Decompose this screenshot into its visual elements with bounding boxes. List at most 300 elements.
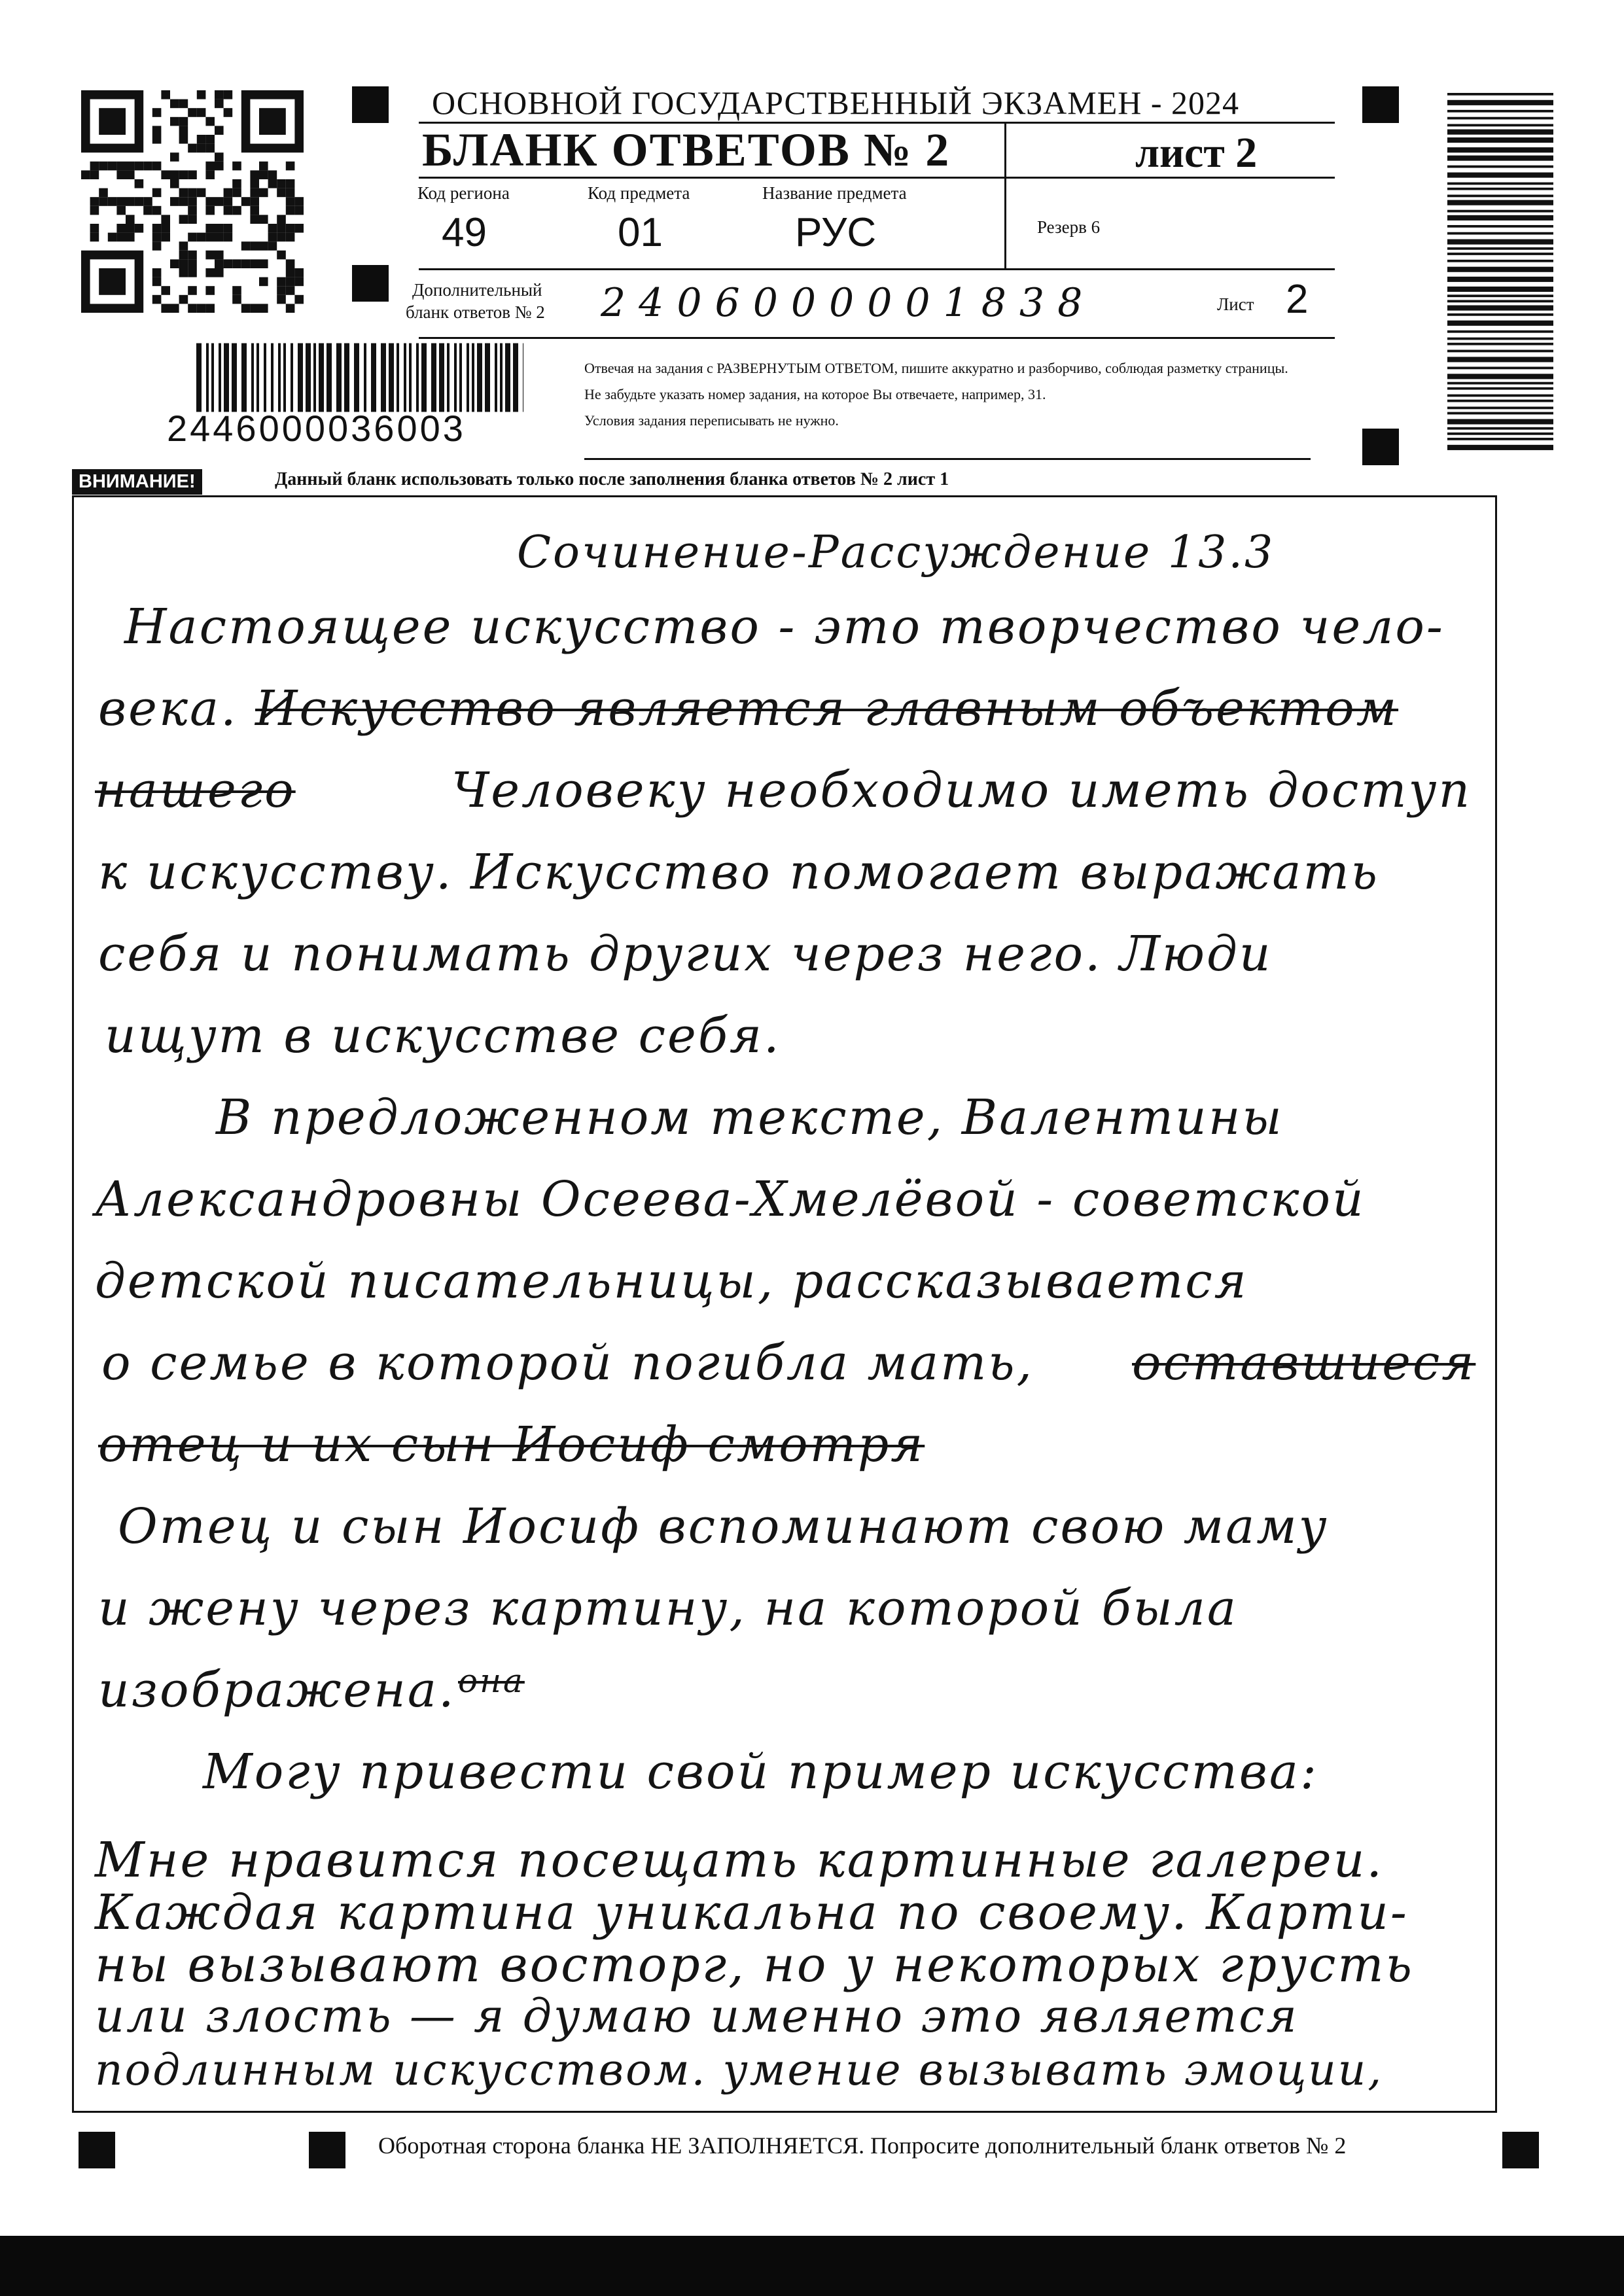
qr-module <box>224 224 233 233</box>
qr-module <box>135 224 144 233</box>
qr-module <box>205 170 215 179</box>
barcode-bar <box>467 344 469 412</box>
barcode-bar <box>211 344 214 412</box>
qr-module <box>250 179 259 188</box>
struck-text: она <box>458 1662 525 1700</box>
qr-module <box>161 90 170 99</box>
qr-module <box>152 188 162 198</box>
additional-number: 2406000001838 <box>601 280 1096 326</box>
qr-module <box>294 224 304 233</box>
qr-module <box>197 304 206 313</box>
qr-module <box>250 188 259 198</box>
barcode <box>196 343 523 412</box>
barcode-bar <box>371 344 376 412</box>
answer-line: Александровны Осеева-Хмелёвой - советской <box>95 1171 1366 1227</box>
barcode-bar <box>1447 427 1553 430</box>
qr-module <box>179 117 188 126</box>
list-label: Лист <box>1217 294 1254 314</box>
alignment-mark <box>1362 429 1399 465</box>
qr-module <box>143 197 152 206</box>
qr-module <box>126 170 135 179</box>
qr-module <box>259 241 268 251</box>
qr-module <box>259 277 268 287</box>
qr-module <box>126 162 135 171</box>
qr-module <box>286 259 295 268</box>
barcode-bar <box>1447 110 1553 113</box>
qr-module <box>179 99 188 109</box>
qr-module <box>90 206 99 215</box>
qr-module <box>170 170 179 179</box>
qr-module <box>188 259 197 268</box>
qr-module <box>197 188 206 198</box>
qr-module <box>188 233 197 242</box>
qr-module <box>277 286 286 295</box>
answer-line: о семье в которой погибла мать, <box>101 1335 1034 1391</box>
barcode-bar <box>1447 330 1553 333</box>
qr-module <box>179 170 188 179</box>
barcode-bar <box>431 344 436 412</box>
qr-module <box>224 197 233 206</box>
qr-module <box>116 197 126 206</box>
qr-module <box>286 188 295 198</box>
subject-code-value: 01 <box>618 210 663 255</box>
qr-module <box>197 144 206 153</box>
qr-module <box>152 268 162 277</box>
barcode-bar <box>1447 306 1553 311</box>
additional-label-2: бланк ответов № 2 <box>406 302 545 322</box>
qr-module <box>232 162 241 171</box>
subject-name-value: РУС <box>795 210 877 255</box>
barcode-bar <box>1447 253 1553 255</box>
barcode-bar <box>219 344 221 412</box>
qr-module <box>126 224 135 233</box>
qr-module <box>224 108 233 117</box>
answer-line: подлинным искусством. умение вызывать эмоции, <box>95 2045 1384 2095</box>
region-label: Код региона <box>417 183 510 203</box>
barcode-bar <box>1447 419 1553 424</box>
qr-module <box>286 197 295 206</box>
barcode-bar <box>1447 173 1553 178</box>
warning-text: Данный бланк использовать только после заполнения бланка ответов № 2 лист 1 <box>275 469 949 489</box>
barcode-bar <box>1447 438 1553 440</box>
qr-module <box>215 162 224 171</box>
qr-module <box>259 259 268 268</box>
barcode-bar <box>421 344 427 412</box>
barcode-bar <box>397 344 399 412</box>
barcode-bar <box>1447 367 1553 370</box>
qr-module <box>286 206 295 215</box>
qr-module <box>250 215 259 224</box>
qr-module <box>179 259 188 268</box>
barcode-number: 2446000036003 <box>167 408 466 449</box>
barcode-bar <box>196 344 202 412</box>
qr-module <box>205 224 215 233</box>
additional-label-1: Дополнительный <box>412 280 542 300</box>
qr-module <box>205 144 215 153</box>
answer-line: ищут в искусстве себя. <box>105 1008 781 1064</box>
qr-module <box>116 224 126 233</box>
qr-module <box>259 162 268 171</box>
rule <box>419 268 1335 270</box>
struck-text: оставшиеся <box>1132 1335 1476 1391</box>
barcode-bar <box>232 344 237 412</box>
qr-module <box>241 241 251 251</box>
qr-module <box>126 233 135 242</box>
qr-module <box>90 197 99 206</box>
warning-badge: ВНИМАНИЕ! <box>72 469 202 495</box>
qr-module <box>294 295 304 304</box>
barcode-bar <box>1447 433 1553 435</box>
barcode-bar <box>327 344 332 412</box>
sheet-label: лист 2 <box>1135 129 1258 177</box>
qr-module <box>250 259 259 268</box>
barcode-bar <box>278 344 281 412</box>
answer-line: Каждая картина уникальна по своему. Карти- <box>95 1884 1409 1941</box>
qr-module <box>259 188 268 198</box>
qr-module <box>152 108 162 117</box>
qr-module <box>268 179 277 188</box>
qr-module <box>152 295 162 304</box>
qr-module <box>170 259 179 268</box>
barcode-bar <box>1447 195 1553 198</box>
qr-module <box>224 259 233 268</box>
qr-module <box>205 233 215 242</box>
qr-module <box>215 126 224 135</box>
qr-module <box>259 304 268 313</box>
barcode-bar <box>485 344 490 412</box>
qr-module <box>170 99 179 109</box>
alignment-mark <box>1362 86 1399 123</box>
barcode-bar <box>1447 277 1553 282</box>
barcode-bar <box>1447 215 1553 221</box>
qr-module <box>179 135 188 144</box>
alignment-mark <box>309 2132 345 2168</box>
qr-module <box>188 144 197 153</box>
qr-module <box>277 224 286 233</box>
barcode-bar <box>472 344 474 412</box>
answer-line: изображена. <box>98 1662 456 1718</box>
qr-module <box>188 251 197 260</box>
qr-module <box>179 251 188 260</box>
qr-module <box>250 206 259 215</box>
barcode-bar <box>1447 225 1553 228</box>
blank-title: БЛАНК ОТВЕТОВ № 2 <box>422 124 951 176</box>
qr-module <box>179 126 188 135</box>
barcode-bar <box>1447 232 1553 235</box>
qr-module <box>294 206 304 215</box>
qr-module <box>277 277 286 287</box>
qr-module <box>277 295 286 304</box>
qr-module <box>116 233 126 242</box>
qr-module <box>241 304 251 313</box>
qr-module <box>161 233 170 242</box>
qr-module <box>232 259 241 268</box>
exam-title: ОСНОВНОЙ ГОСУДАРСТВЕННЫЙ ЭКЗАМЕН - 2024 <box>432 84 1239 121</box>
qr-module <box>197 108 206 117</box>
qr-module <box>205 251 215 260</box>
qr-module <box>232 188 241 198</box>
barcode-bar <box>1447 350 1553 353</box>
vertical-barcode <box>1447 86 1553 453</box>
barcode-bar <box>306 344 311 412</box>
qr-module <box>277 233 286 242</box>
barcode-bar <box>1447 147 1553 152</box>
subject-name-label: Название предмета <box>762 183 907 203</box>
qr-module <box>90 170 99 179</box>
qr-module <box>170 304 179 313</box>
qr-module <box>179 197 188 206</box>
qr-module <box>161 224 170 233</box>
qr-module <box>241 197 251 206</box>
alignment-mark <box>352 86 389 123</box>
qr-module <box>259 215 268 224</box>
barcode-bar <box>1447 382 1553 385</box>
answer-line: детской писательницы, рассказывается <box>95 1253 1248 1309</box>
qr-module <box>90 162 99 171</box>
qr-module <box>116 170 126 179</box>
alignment-mark <box>79 2132 115 2168</box>
qr-module <box>116 162 126 171</box>
qr-module <box>116 206 126 215</box>
barcode-bar <box>1447 166 1553 168</box>
barcode-bar <box>459 344 462 412</box>
qr-module <box>232 295 241 304</box>
barcode-bar <box>241 344 247 412</box>
qr-module <box>268 170 277 179</box>
answer-line: ны вызывают восторг, но у некоторых грусть <box>95 1937 1414 1993</box>
answer-line: Мне нравится посещать картинные галереи. <box>95 1832 1384 1888</box>
qr-module <box>215 90 224 99</box>
qr-module <box>277 251 286 260</box>
answer-line: В предложенном тексте, Валентины <box>216 1089 1284 1146</box>
rule <box>584 458 1311 460</box>
qr-module <box>152 277 162 287</box>
qr-module <box>197 90 206 99</box>
barcode-bar <box>389 344 394 412</box>
qr-module <box>188 206 197 215</box>
qr-module <box>161 215 170 224</box>
qr-module <box>143 206 152 215</box>
barcode-bar <box>439 344 444 412</box>
qr-module <box>179 268 188 277</box>
qr-module <box>170 152 179 162</box>
qr-module <box>205 304 215 313</box>
qr-module <box>135 179 144 188</box>
qr-code <box>76 90 309 313</box>
qr-module <box>232 286 241 295</box>
barcode-bar <box>1447 313 1553 316</box>
barcode-bar <box>298 344 303 412</box>
barcode-bar <box>404 344 406 412</box>
barcode-bar <box>271 344 274 412</box>
qr-module <box>108 197 117 206</box>
qr-module <box>188 197 197 206</box>
barcode-bar <box>1447 200 1553 205</box>
barcode-bar <box>1447 338 1553 340</box>
barcode-bar <box>1447 156 1553 161</box>
barcode-bar <box>500 344 503 412</box>
qr-module <box>135 197 144 206</box>
qr-module <box>205 117 215 126</box>
qr-module <box>179 295 188 304</box>
barcode-bar <box>1447 247 1553 250</box>
qr-module <box>161 304 170 313</box>
qr-module <box>250 170 259 179</box>
barcode-bar <box>1447 93 1553 96</box>
answer-line: Человеку необходимо иметь доступ <box>451 762 1472 819</box>
barcode-bar <box>1447 130 1553 135</box>
alignment-mark <box>1502 2132 1539 2168</box>
barcode-bar <box>1447 210 1553 213</box>
qr-module <box>286 233 295 242</box>
answer-heading: Сочинение-Рассуждение 13.3 <box>517 527 1275 578</box>
qr-module <box>188 215 197 224</box>
barcode-bar <box>256 344 259 412</box>
qr-module <box>205 268 215 277</box>
qr-module <box>99 188 108 198</box>
qr-module <box>188 304 197 313</box>
qr-module <box>232 179 241 188</box>
qr-module <box>294 268 304 277</box>
qr-module <box>81 170 90 179</box>
qr-module <box>152 126 162 135</box>
qr-module <box>108 162 117 171</box>
barcode-bar <box>1447 412 1553 415</box>
qr-module <box>268 224 277 233</box>
qr-module <box>294 277 304 287</box>
barcode-bar <box>206 344 209 412</box>
qr-module <box>188 108 197 117</box>
barcode-bar <box>416 344 419 412</box>
alignment-mark <box>352 265 389 302</box>
qr-module <box>170 179 179 188</box>
qr-module <box>286 277 295 287</box>
qr-module <box>224 188 233 198</box>
barcode-bar <box>409 344 412 412</box>
qr-module <box>268 241 277 251</box>
qr-module <box>108 233 117 242</box>
answer-line: к искусству. Искусство помогает выражать <box>98 844 1379 900</box>
rule <box>419 177 1335 179</box>
qr-module <box>215 152 224 162</box>
qr-module <box>215 251 224 260</box>
barcode-bar <box>1447 300 1553 302</box>
answer-line: Могу привести свой пример искусства: <box>203 1744 1318 1800</box>
qr-module <box>205 206 215 215</box>
barcode-bar <box>381 344 386 412</box>
qr-finder <box>99 268 126 295</box>
barcode-bar <box>1447 387 1553 390</box>
barcode-bar <box>1447 188 1553 190</box>
answer-line: или злость — я думаю именно это является <box>95 1989 1299 2043</box>
qr-module <box>286 286 295 295</box>
qr-module <box>224 206 233 215</box>
rule <box>419 337 1335 339</box>
qr-module <box>152 241 162 251</box>
barcode-bar <box>1447 321 1553 326</box>
qr-module <box>188 188 197 198</box>
barcode-bar <box>454 344 457 412</box>
header-divider <box>1004 122 1006 270</box>
instruction-3: Условия задания переписывать не нужно. <box>584 412 839 429</box>
answer-line: Настоящее искусство - это творчество чело- <box>124 599 1445 655</box>
barcode-bar <box>313 344 316 412</box>
qr-module <box>152 162 162 171</box>
qr-module <box>232 206 241 215</box>
qr-module <box>161 170 170 179</box>
qr-module <box>205 286 215 295</box>
barcode-bar <box>224 344 229 412</box>
qr-module <box>152 233 162 242</box>
barcode-bar <box>1447 260 1553 262</box>
qr-module <box>250 241 259 251</box>
qr-module <box>170 117 179 126</box>
qr-module <box>90 224 99 233</box>
answer-line: Отец и сын Иосиф вспоминают свою маму <box>118 1498 1329 1555</box>
qr-module <box>152 206 162 215</box>
barcode-bar <box>1447 239 1553 245</box>
instruction-1: Отвечая на задания с РАЗВЕРНУТЫМ ОТВЕТОМ, пишите аккуратно и разборчиво, соблюдая разметку страницы. <box>584 360 1288 376</box>
qr-module <box>197 233 206 242</box>
qr-module <box>268 233 277 242</box>
qr-module <box>286 179 295 188</box>
qr-finder <box>259 108 286 135</box>
qr-module <box>250 304 259 313</box>
qr-finder <box>99 108 126 135</box>
qr-module <box>152 224 162 233</box>
barcode-bar <box>1447 117 1553 120</box>
qr-module <box>143 162 152 171</box>
barcode-bar <box>336 344 342 412</box>
barcode-bar <box>251 344 254 412</box>
barcode-bar <box>513 344 518 412</box>
qr-module <box>205 162 215 171</box>
qr-module <box>179 215 188 224</box>
qr-module <box>286 162 295 171</box>
qr-module <box>126 197 135 206</box>
barcode-bar <box>477 344 482 412</box>
barcode-bar <box>1447 287 1553 292</box>
qr-module <box>250 197 259 206</box>
scan-edge <box>0 2236 1624 2296</box>
barcode-bar <box>1447 400 1553 402</box>
barcode-bar <box>1447 374 1553 379</box>
qr-module <box>277 188 286 198</box>
qr-module <box>197 135 206 144</box>
barcode-bar <box>283 344 286 412</box>
answer-line: и жену через картину, на которой была <box>98 1580 1238 1636</box>
qr-module <box>215 268 224 277</box>
qr-module <box>205 135 215 144</box>
qr-module <box>152 135 162 144</box>
barcode-bar <box>1447 100 1553 105</box>
qr-module <box>277 215 286 224</box>
qr-module <box>277 179 286 188</box>
qr-module <box>126 215 135 224</box>
barcode-bar <box>1447 137 1553 143</box>
barcode-bar <box>344 344 349 412</box>
struck-text: отец и их сын Иосиф смотря <box>98 1417 925 1473</box>
qr-module <box>215 233 224 242</box>
qr-module <box>170 197 179 206</box>
barcode-bar <box>1447 395 1553 397</box>
qr-module <box>179 241 188 251</box>
barcode-bar <box>1447 267 1553 272</box>
qr-module <box>188 286 197 295</box>
barcode-bar <box>1447 183 1553 185</box>
barcode-bar <box>495 344 497 412</box>
barcode-bar <box>1447 294 1553 297</box>
